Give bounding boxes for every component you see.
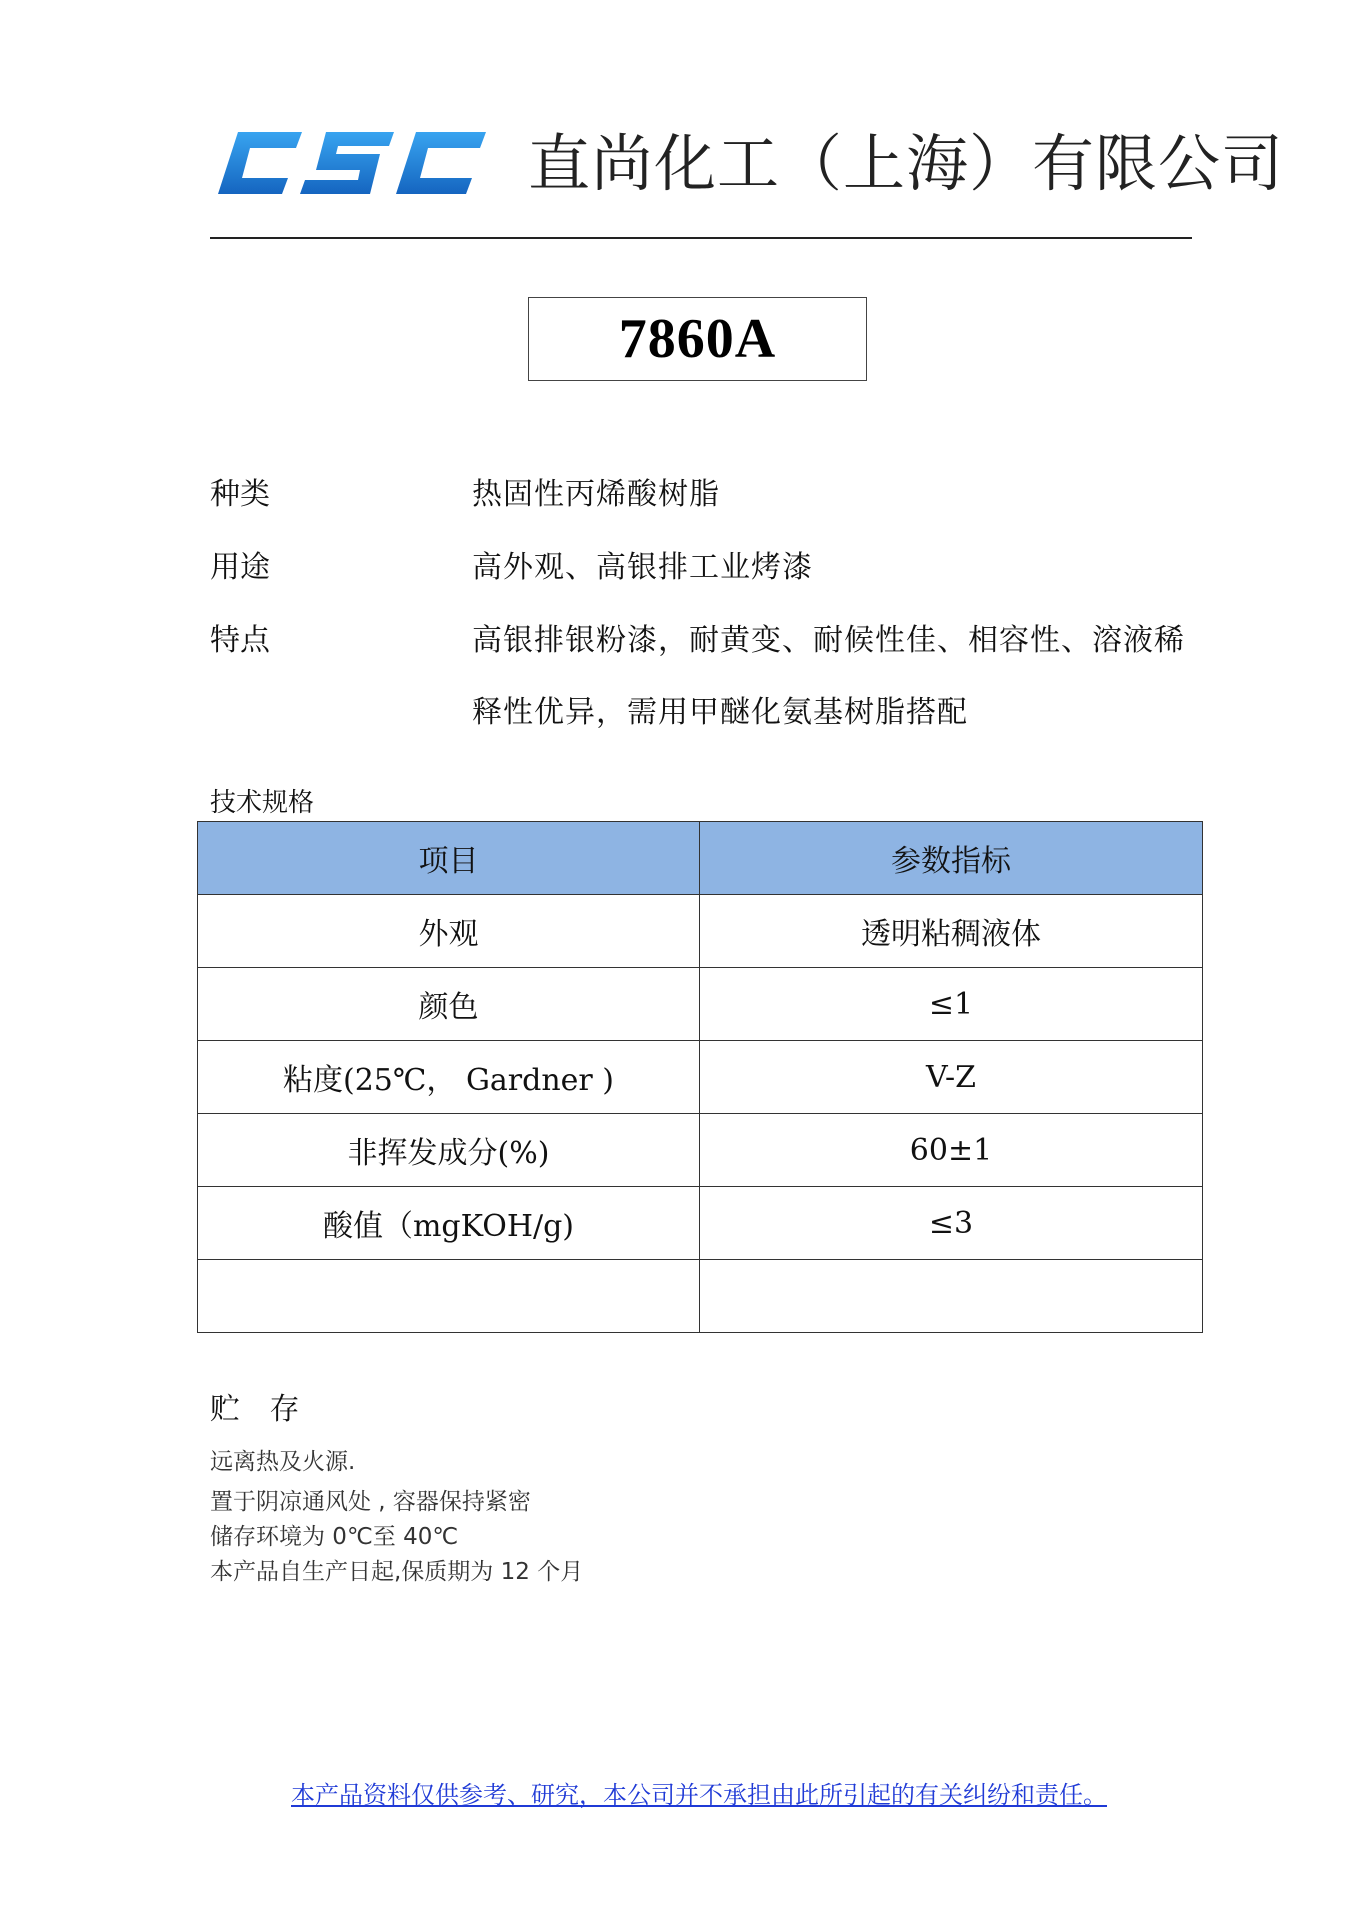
spec-item-cell: 颜色 (198, 968, 700, 1041)
spec-value-cell: ≤1 (700, 968, 1203, 1041)
table-row (198, 1260, 1203, 1333)
storage-line: 远离热及火源. (210, 1449, 356, 1475)
spec-item-cell (198, 1260, 700, 1333)
table-row (198, 968, 1203, 1041)
spec-value-cell: 60±1 (700, 1114, 1203, 1187)
table-row (198, 1187, 1203, 1260)
product-code-box (528, 297, 867, 381)
spec-item-cell: 非挥发成分(%) (198, 1114, 700, 1187)
csc-logo (216, 128, 488, 198)
storage-title: 贮 存 (210, 1392, 310, 1427)
table-row (198, 1114, 1203, 1187)
spec-value-cell (700, 1260, 1203, 1333)
spec-header-value: 参数指标 (700, 822, 1203, 895)
spec-item-cell: 粘度(25℃， Gardner ) (198, 1041, 700, 1114)
spec-value-cell: 透明粘稠液体 (700, 895, 1203, 968)
spec-item-cell: 酸值（mgKOH/g) (198, 1187, 700, 1260)
storage-line: 本产品自生产日起,保质期为 12 个月 (210, 1559, 584, 1585)
spec-value-cell: V-Z (700, 1041, 1203, 1114)
product-code: 7860A (618, 308, 777, 370)
info-value-features: 高银排银粉漆，耐黄变、耐候性佳、相容性、溶液稀释性优异，需用甲醚化氨基树脂搭配 (472, 623, 1185, 730)
disclaimer-link[interactable]: 本产品资料仅供参考、研究，本公司并不承担由此所引起的有关纠纷和责任。 (291, 1781, 1107, 1809)
company-name: 直尚化工（上海）有限公司 (528, 127, 1285, 200)
info-value-usage: 高外观、高银排工业烤漆 (472, 550, 813, 585)
spec-section-title: 技术规格 (210, 788, 315, 818)
spec-header-item: 项目 (198, 822, 700, 895)
info-value-type: 热固性丙烯酸树脂 (472, 477, 720, 512)
storage-line: 储存环境为 0℃至 40℃ (210, 1524, 459, 1550)
info-label-features: 特点 (210, 623, 270, 658)
table-row (198, 895, 1203, 968)
spec-value-cell: ≤3 (700, 1187, 1203, 1260)
page-header (210, 120, 1285, 210)
spec-header-row (198, 822, 1203, 895)
info-label-usage: 用途 (210, 550, 270, 585)
spec-item-cell: 外观 (198, 895, 700, 968)
spec-table (197, 821, 1203, 1333)
info-label-type: 种类 (210, 477, 270, 512)
table-row (198, 1041, 1203, 1114)
header-divider (210, 237, 1192, 239)
storage-line: 置于阴凉通风处 , 容器保持紧密 (210, 1489, 531, 1515)
